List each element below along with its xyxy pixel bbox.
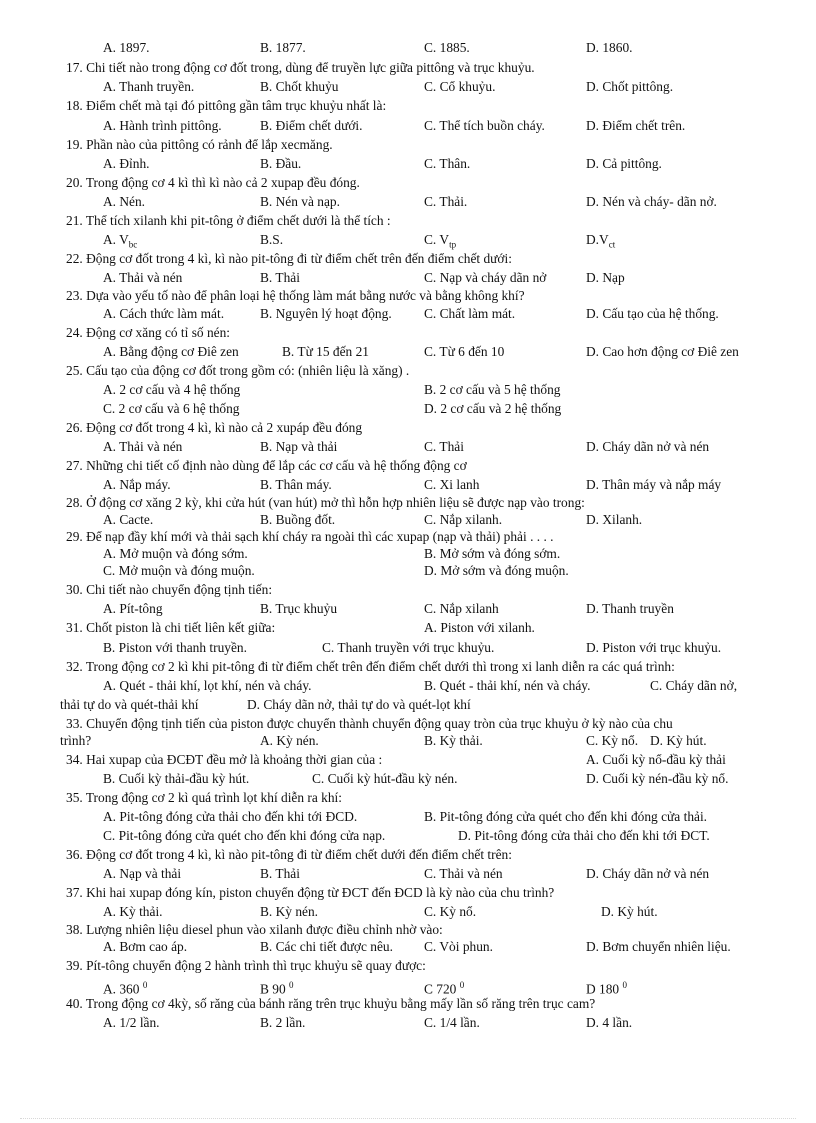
q21-text: 21. Thể tích xilanh khi pit-tông ở điểm chết dưới là thể tích : <box>66 213 391 228</box>
q31-option-d: D. Piston với trục khuỷu. <box>586 640 722 655</box>
q32-option-a: A. Quét - thải khí, lọt khí, nén và cháy. <box>103 678 312 693</box>
q17-option-b: B. Chốt khuỷu <box>260 79 339 94</box>
q30-option-b: B. Trục khuỷu <box>260 601 338 616</box>
q36-option-b: B. Thải <box>260 866 300 881</box>
q16-option-c: C. 1885. <box>424 40 470 55</box>
q17-text: 17. Chi tiết nào trong động cơ đốt trong, dùng để truyền lực giữa pittông và trục khuỷu. <box>66 60 535 75</box>
q27-option-c: C. Xi lanh <box>424 477 480 492</box>
q22-option-b: B. Thải <box>260 270 300 285</box>
q38-option-a: A. Bơm cao áp. <box>103 939 188 954</box>
q28-option-b: B. Buồng đốt. <box>260 512 336 527</box>
q35-option-c: C. Pit-tông đóng cửa quét cho đến khi đóng cửa nạp. <box>103 828 386 843</box>
q22-option-c: C. Nạp và cháy dãn nở <box>424 270 547 285</box>
q26-option-d: D. Cháy dãn nở và nén <box>586 439 710 454</box>
q26-option-a: A. Thải và nén <box>103 439 183 454</box>
q22-option-a: A. Thải và nén <box>103 270 183 285</box>
q33-text: 33. Chuyển động tịnh tiến của piston được chuyển thành chuyển động quay tròn của trục khuỷu ở kỳ nào của chu <box>66 716 673 731</box>
q18-option-d: D. Điểm chết trên. <box>586 118 686 133</box>
q40-option-a: A. 1/2 lần. <box>103 1015 160 1030</box>
q16-option-d: D. 1860. <box>586 40 633 55</box>
q17-option-d: D. Chốt pittông. <box>586 79 674 94</box>
q17-option-a: A. Thanh truyền. <box>103 79 195 94</box>
q32-option-d: D. Cháy dãn nở, thải tự do và quét-lọt khí <box>247 697 471 712</box>
q35-option-a: A. Pit-tông đóng cửa thải cho đến khi tới ĐCD. <box>103 809 358 824</box>
q37-option-b: B. Kỳ nén. <box>260 904 319 919</box>
q28-option-d: D. Xilanh. <box>586 512 643 527</box>
q24-option-a: A. Bằng động cơ Điê zen <box>103 344 239 359</box>
q37-option-d: D. Kỳ hút. <box>601 904 658 919</box>
q28-option-a: A. Cacte. <box>103 512 154 527</box>
q32-text: 32. Trong động cơ 2 kì khi pit-tông đi từ điểm chết trên đến điểm chết dưới thì trong xi lanh diễn ra các quá trình: <box>66 659 675 674</box>
q31-option-c: C. Thanh truyền với trục khuỷu. <box>322 640 495 655</box>
q23-option-c: C. Chất làm mát. <box>424 306 516 321</box>
q30-option-a: A. Pít-tông <box>103 601 163 616</box>
q27-text: 27. Những chi tiết cố định nào dùng để lắp các cơ cấu và hệ thống động cơ <box>66 458 467 473</box>
q33-option-a: A. Kỳ nén. <box>260 733 319 748</box>
q35-option-b: B. Pit-tông đóng cửa quét cho đến khi đóng cửa thải. <box>424 809 708 824</box>
q20-option-a: A. Nén. <box>103 194 146 209</box>
q18-option-a: A. Hành trình pittông. <box>103 118 222 133</box>
q33-text-cont: trình? <box>60 733 92 748</box>
q19-option-c: C. Thân. <box>424 156 471 171</box>
q36-option-a: A. Nạp và thải <box>103 866 182 881</box>
q29-option-c: C. Mở muộn và đóng muộn. <box>103 563 255 578</box>
q35-option-d: D. Pit-tông đóng cửa thải cho đến khi tới ĐCT. <box>458 828 710 843</box>
q22-option-d: D. Nạp <box>586 270 625 285</box>
q39-option-d: D 180 $^0$ <box>586 980 627 997</box>
q38-option-d: D. Bơm chuyển nhiên liệu. <box>586 939 731 954</box>
q40-option-d: D. 4 lần. <box>586 1015 633 1030</box>
q40-text: 40. Trong động cơ 4kỳ, số răng của bánh răng trên trục khuỷu bằng mấy lần số răng trên trục cam? <box>66 996 596 1011</box>
q24-option-c: C. Từ 6 đến 10 <box>424 344 505 359</box>
q21-option-d: $D.V_{ct}$ <box>586 232 616 250</box>
q34-option-b: B. Cuối kỳ thải-đầu kỳ hút. <box>103 771 250 786</box>
q33-option-b: B. Kỳ thải. <box>424 733 483 748</box>
q25-text: 25. Cấu tạo của động cơ đốt trong gồm có: (nhiên liệu là xăng) . <box>66 363 410 378</box>
q29-option-b: B. Mở sớm và đóng sớm. <box>424 546 561 561</box>
q16-option-a: A. 1897. <box>103 40 150 55</box>
q32-option-b: B. Quét - thải khí, nén và cháy. <box>424 678 591 693</box>
q38-option-c: C. Vòi phun. <box>424 939 493 954</box>
q20-option-d: D. Nén và cháy- dãn nở. <box>586 194 717 209</box>
q19-option-d: D. Cả pittông. <box>586 156 662 171</box>
q30-option-c: C. Nắp xilanh <box>424 601 499 616</box>
q21-option-c: C. $V_{tp}$ <box>424 232 457 250</box>
q31-option-b: B. Piston với thanh truyền. <box>103 640 247 655</box>
q34-option-a: A. Cuối kỳ nổ-đầu kỳ thải <box>586 752 726 767</box>
q39-option-b: B 90 $^0$ <box>260 980 294 997</box>
q39-text: 39. Pít-tông chuyển động 2 hành trình thì trục khuỷu sẽ quay được: <box>66 958 426 973</box>
q36-option-d: D. Cháy dãn nở và nén <box>586 866 710 881</box>
q19-option-a: A. Đỉnh. <box>103 156 150 171</box>
q33-option-d: D. Kỳ hút. <box>650 733 707 748</box>
q23-option-b: B. Nguyên lý hoạt động. <box>260 306 392 321</box>
q32-option-c: C. Cháy dãn nở, <box>650 678 738 693</box>
q29-option-d: D. Mở sớm và đóng muộn. <box>424 563 569 578</box>
q34-option-d: D. Cuối kỳ nén-đầu kỳ nổ. <box>586 771 729 786</box>
q37-text: 37. Khi hai xupap đóng kín, piston chuyển động từ ĐCT đến ĐCD là kỳ nào của chu trình? <box>66 885 555 900</box>
q40-option-c: C. 1/4 lần. <box>424 1015 480 1030</box>
q25-option-d: D. 2 cơ cấu và 2 hệ thống <box>424 401 562 416</box>
q18-text: 18. Điểm chết mà tại đó pittông gần tâm trục khuỷu nhất là: <box>66 98 387 113</box>
q20-option-c: C. Thải. <box>424 194 468 209</box>
q25-option-a: A. 2 cơ cấu và 4 hệ thống <box>103 382 241 397</box>
q17-option-c: C. Cổ khuỷu. <box>424 79 496 94</box>
q31-option-a: A. Piston với xilanh. <box>424 620 535 635</box>
q19-text: 19. Phần nào của pittông có rảnh để lắp xecmăng. <box>66 137 333 152</box>
q23-option-a: A. Cách thức làm mát. <box>103 306 225 321</box>
q34-text: 34. Hai xupap của ĐCĐT đều mở là khoảng thời gian của : <box>66 752 383 767</box>
q37-option-c: C. Kỳ nổ. <box>424 904 477 919</box>
q37-option-a: A. Kỳ thải. <box>103 904 163 919</box>
q26-text: 26. Động cơ đốt trong 4 kì, kì nào cả 2 xupáp đều đóng <box>66 420 363 435</box>
q22-text: 22. Động cơ đốt trong 4 kì, kì nào pit-tông đi từ điểm chết trên đến điểm chết dưới: <box>66 251 512 266</box>
q34-option-c: C. Cuối kỳ hút-đầu kỳ nén. <box>312 771 458 786</box>
q39-option-a: A. 360 $^0$ <box>103 980 148 997</box>
q40-option-b: B. 2 lần. <box>260 1015 306 1030</box>
q39-option-c: C 720 $^0$ <box>424 980 465 997</box>
q32-option-c-cont: thải tự do và quét-thải khí <box>60 697 199 712</box>
q27-option-d: D. Thân máy và nắp máy <box>586 477 722 492</box>
q28-text: 28. Ở động cơ xăng 2 kỳ, khi cửa hút (van hút) mở thì hỗn hợp nhiên liệu sẽ được nạp vào trong: <box>66 495 585 510</box>
q18-option-b: B. Điểm chết dưới. <box>260 118 363 133</box>
q36-text: 36. Động cơ đốt trong 4 kì, kì nào pit-tông đi từ điểm chết dưới đến điểm chết trên: <box>66 847 512 862</box>
q38-text: 38. Lượng nhiên liệu diesel phun vào xilanh được điều chỉnh nhờ vào: <box>66 922 443 937</box>
q24-text: 24. Động cơ xăng có tỉ số nén: <box>66 325 231 340</box>
q35-text: 35. Trong động cơ 2 kì quá trình lọt khí diễn ra khí: <box>66 790 342 805</box>
q20-text: 20. Trong động cơ 4 kì thì kì nào cả 2 xupap đều đóng. <box>66 175 360 190</box>
q26-option-c: C. Thải <box>424 439 464 454</box>
q16-option-b: B. 1877. <box>260 40 306 55</box>
q19-option-b: B. Đầu. <box>260 156 302 171</box>
page-bottom-rule <box>20 1118 796 1119</box>
q31-text: 31. Chốt piston là chi tiết liên kết giữa: <box>66 620 276 635</box>
q38-option-b: B. Các chi tiết được nêu. <box>260 939 393 954</box>
q29-text: 29. Để nạp đầy khí mới và thải sạch khí cháy ra ngoài thì các xupap (nạp và thải) phải . . . . <box>66 529 554 544</box>
q24-option-d: D. Cao hơn động cơ Điê zen <box>586 344 739 359</box>
q27-option-b: B. Thân máy. <box>260 477 332 492</box>
q25-option-b: B. 2 cơ cấu và 5 hệ thống <box>424 382 561 397</box>
q36-option-c: C. Thải và nén <box>424 866 503 881</box>
q21-option-a: A. $V_{bc}$ <box>103 232 138 250</box>
q23-text: 23. Dựa vào yếu tố nào để phân loại hệ thống làm mát bằng nước và bằng không khí? <box>66 288 525 303</box>
q23-option-d: D. Cấu tạo của hệ thống. <box>586 306 719 321</box>
q29-option-a: A. Mở muộn và đóng sớm. <box>103 546 248 561</box>
q24-option-b: B. Từ 15 đến 21 <box>282 344 369 359</box>
q26-option-b: B. Nạp và thải <box>260 439 338 454</box>
q30-option-d: D. Thanh truyền <box>586 601 674 616</box>
q20-option-b: B. Nén và nạp. <box>260 194 340 209</box>
q30-text: 30. Chi tiết nào chuyển động tịnh tiến: <box>66 582 273 597</box>
q33-option-c: C. Kỳ nổ. <box>586 733 639 748</box>
q28-option-c: C. Nắp xilanh. <box>424 512 503 527</box>
q25-option-c: C. 2 cơ cấu và 6 hệ thống <box>103 401 240 416</box>
q21-option-b: B.S. <box>260 232 284 247</box>
q18-option-c: C. Thể tích buồn cháy. <box>424 118 545 133</box>
q27-option-a: A. Nắp máy. <box>103 477 171 492</box>
